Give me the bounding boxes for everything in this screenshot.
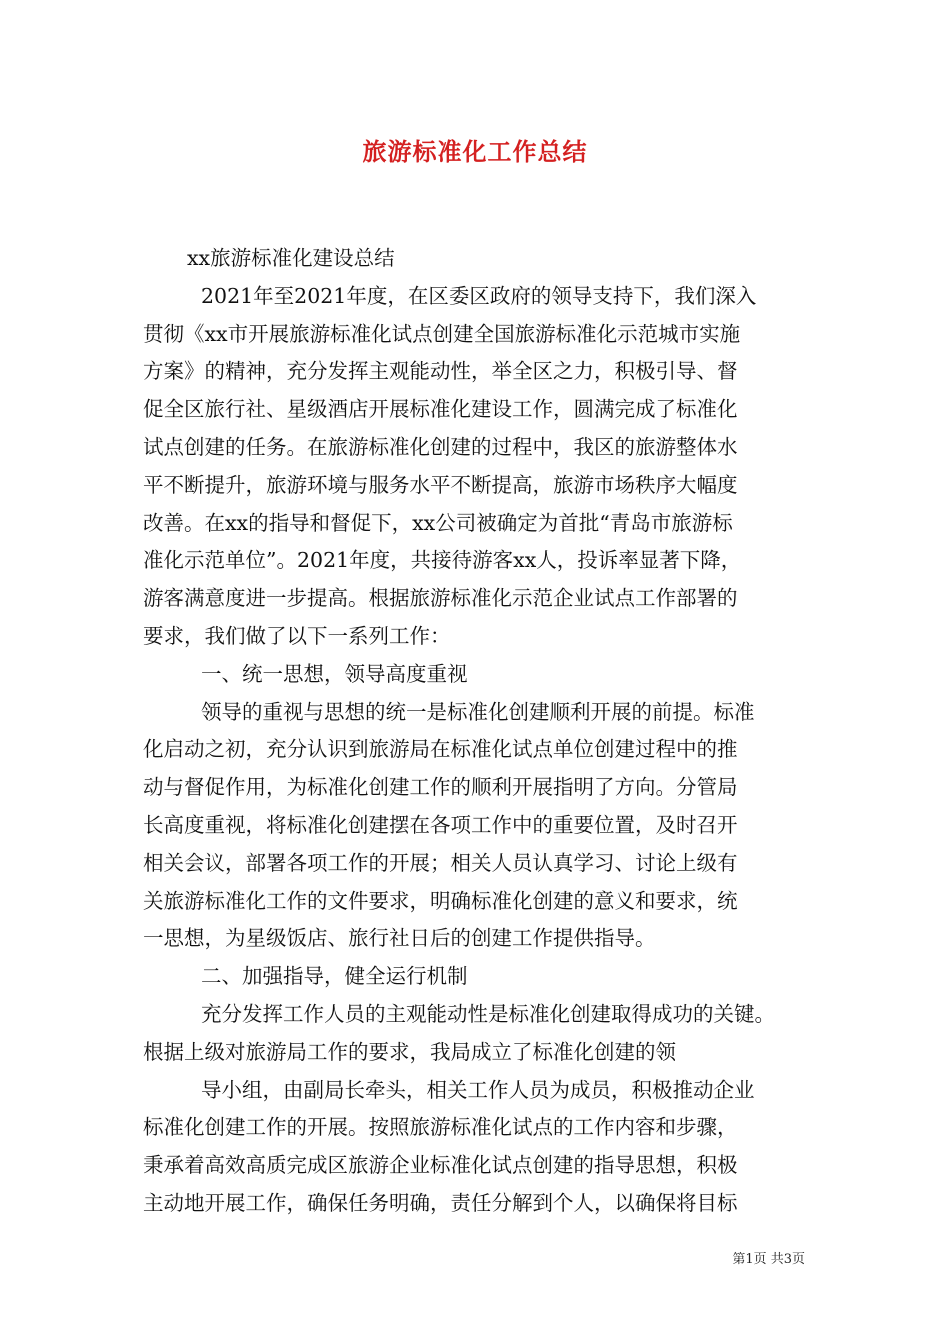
paragraph-line: 准化示范单位”。2021年度，共接待游客xx人，投诉率显著下降， xyxy=(143,548,742,573)
paragraph-line: 改善。在xx的指导和督促下，xx公司被确定为首批“青岛市旅游标 xyxy=(143,510,733,535)
paragraph-line: 根据上级对旅游局工作的要求，我局成立了标准化创建的领 xyxy=(143,1039,676,1064)
paragraph-line: 平不断提升，旅游环境与服务水平不断提高，旅游市场秩序大幅度 xyxy=(143,472,738,497)
paragraph-line: 一思想，为星级饭店、旅行社日后的创建工作提供指导。 xyxy=(143,926,656,951)
paragraph-line: 化启动之初，充分认识到旅游局在标准化试点单位创建过程中的推 xyxy=(143,737,738,762)
paragraph-line: 秉承着高效高质完成区旅游企业标准化试点创建的指导思想，积极 xyxy=(143,1153,738,1178)
paragraph-line: 导小组，由副局长牵头，相关工作人员为成员，积极推动企业 xyxy=(201,1077,755,1102)
page-number: 第1页 共3页 xyxy=(732,1252,805,1267)
paragraph-line: 要求，我们做了以下一系列工作： xyxy=(143,623,451,648)
document-body xyxy=(143,240,813,1223)
document-title: 旅游标准化工作总结 xyxy=(362,137,588,166)
section-heading: 二、加强指导，健全运行机制 xyxy=(201,964,468,989)
paragraph-line: 2021年至2021年度，在区委区政府的领导支持下，我们深入 xyxy=(201,283,757,308)
subtitle-line: xx旅游标准化建设总结 xyxy=(187,246,395,270)
paragraph-line: 促全区旅行社、星级酒店开展标准化建设工作，圆满完成了标准化 xyxy=(143,397,738,422)
paragraph-line: 试点创建的任务。在旅游标准化创建的过程中，我区的旅游整体水 xyxy=(143,434,738,459)
paragraph-line: 充分发挥工作人员的主观能动性是标准化创建取得成功的关键。 xyxy=(201,1001,775,1026)
paragraph-line: 方案》的精神，充分发挥主观能动性，举全区之力，积极引导、督 xyxy=(143,359,738,384)
paragraph-line: 游客满意度进一步提高。根据旅游标准化示范企业试点工作部署的 xyxy=(143,586,738,611)
paragraph-line: 贯彻《xx市开展旅游标准化试点创建全国旅游标准化示范城市实施 xyxy=(143,321,741,346)
paragraph-line: 关旅游标准化工作的文件要求，明确标准化创建的意义和要求，统 xyxy=(143,888,738,913)
paragraph-line: 领导的重视与思想的统一是标准化创建顺利开展的前提。标准 xyxy=(201,699,755,724)
paragraph-line: 长高度重视，将标准化创建摆在各项工作中的重要位置，及时召开 xyxy=(143,812,738,837)
paragraph-line: 主动地开展工作，确保任务明确，责任分解到个人，以确保将目标 xyxy=(143,1190,738,1215)
paragraph-line: 相关会议，部署各项工作的开展；相关人员认真学习、讨论上级有 xyxy=(143,850,738,875)
section-heading: 一、统一思想，领导高度重视 xyxy=(201,661,468,686)
paragraph-line: 动与督促作用，为标准化创建工作的顺利开展指明了方向。分管局 xyxy=(143,775,738,800)
paragraph-line: 标准化创建工作的开展。按照旅游标准化试点的工作内容和步骤， xyxy=(143,1115,738,1140)
